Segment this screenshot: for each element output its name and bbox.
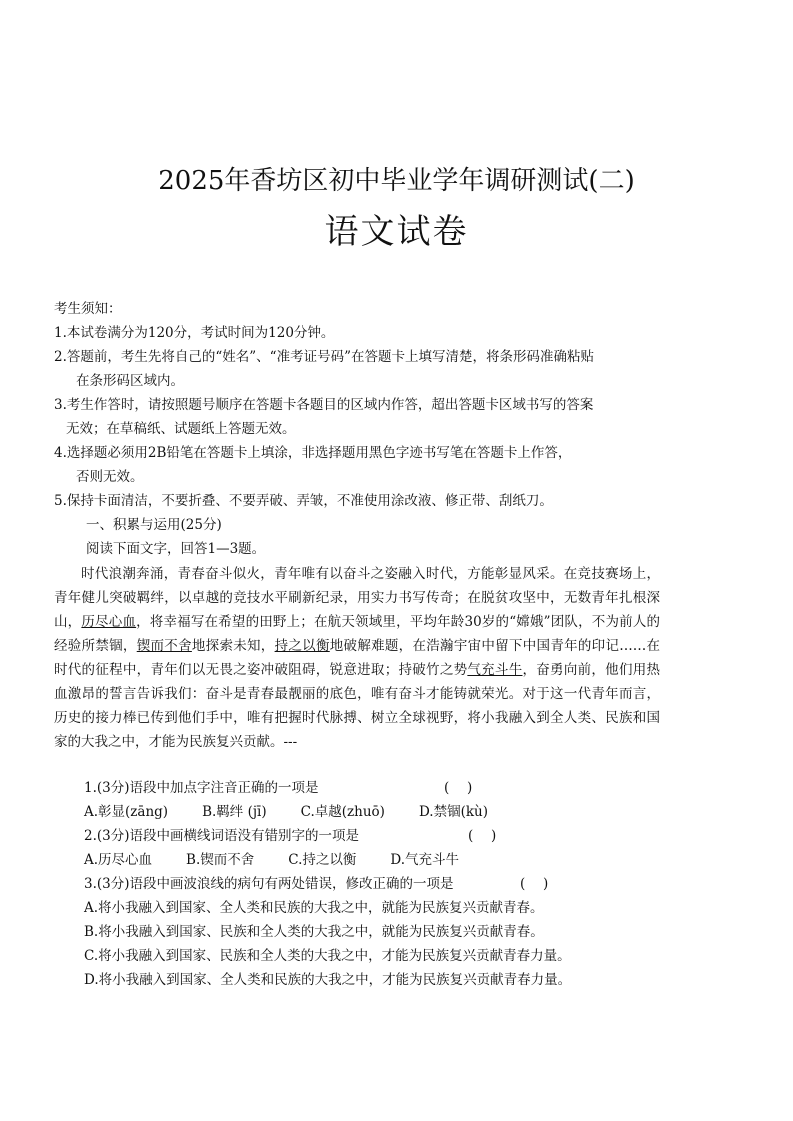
section-title: 一、积累与运用(25分) [86,517,222,533]
underlined-word-2: 锲而不舍 [136,638,192,654]
option-a: A.将小我融入到国家、全人类和民族的大我之中，就能为民族复兴贡献青春。 [84,900,544,916]
option-b: B.将小我融入到国家、民族和全人类的大我之中，就能为民族复兴贡献青春。 [84,924,544,940]
notice-item: 在条形码区域内。 [76,373,184,389]
notice-heading: 考生须知： [54,301,122,317]
notice-block [54,297,664,561]
notice-item: 3.考生作答时，请按照题号顺序在答题卡各题目的区域内作答，超出答题卡区域书写的答案 [54,397,594,413]
question-stem [84,824,664,848]
answer-paren: ( ) [520,876,549,892]
notice-item: 4.选择题必须用2B铅笔在答题卡上填涂，非选择题用黑色字迹书写笔在答题卡上作答， [54,445,572,461]
question-3-stem: 3.(3分)语段中画波浪线的病句有两处错误，修改正确的一项是 [84,876,454,892]
question-stem [84,776,664,800]
option-c: C.持之以衡 [288,852,357,868]
answer-paren: ( ) [444,780,473,796]
notice-item: 否则无效。 [76,469,144,485]
question-1-stem: 1.(3分)语段中加点字注音正确的一项是 [84,780,319,796]
passage-text: ，将幸福写在希望的田野上；在航天领域里，平均年龄30岁的“嫦娥”团队，不为前人的经验所禁锢， [54,614,661,654]
question-options [84,800,664,824]
passage-text: ，奋勇向前，他们用热血激昂的誓言告诉我们：奋斗是青春最靓丽的底色，唯有奋斗才能铸就荣光。对于这一代青年而言，历史的接力棒已传到他们手中，唯有把握时代脉搏、树立全球视野，将小我融入到全人类、民族和国家的大我之中，才能为民族复兴贡献。--- [54,662,661,750]
option-c: C.将小我融入到国家、民族和全人类的大我之中，才能为民族复兴贡献青春力量。 [84,948,571,964]
passage-text: 地破解难题，在浩瀚宇宙中留下中国青年的印记……在时代的征程中，青年们以无畏之姿冲破阻碍，锐意进取；持破竹之势 [54,638,661,678]
notice-item: 2.答题前，考生先将自己的“姓名”、“准考证号码”在答题卡上填写清楚，将条形码准确粘贴 [54,349,594,365]
option-c: C.卓越(zhuō) [300,804,385,820]
question-options [84,848,664,872]
underlined-word-4: 气充斗牛 [467,662,523,678]
option-b: B.锲而不舍 [186,852,255,868]
notice-item: 无效；在草稿纸、试题纸上答题无效。 [66,421,296,437]
option-d: D.将小我融入到国家、全人类和民族的大我之中，才能为民族复兴贡献青春力量。 [84,972,572,988]
exam-title: 2025年香坊区初中毕业学年调研测试(二) [158,166,635,196]
answer-paren: ( ) [468,828,497,844]
notice-item: 5.保持卡面清洁，不要折叠、不要弄破、弄皱，不准使用涂改液、修正带、刮纸刀。 [54,493,553,509]
reading-passage [54,562,660,754]
underlined-word-1: 历尽心血 [81,614,137,630]
passage-text: 地探索未知， [191,638,275,654]
underlined-word-3: 持之以衡 [274,638,330,654]
passage-text: 时代浪潮奔涌，青春奋斗似火，青年唯有以奋斗之姿融入时代，方能彰显风采。在竞技赛场上，青年健儿突破羁绊，以卓越的竞技水平刷新纪录，用实力书写传奇；在脱贫攻坚中，无数青年扎根深山， [54,566,660,630]
section-instruction: 阅读下面文字，回答1—3题。 [86,541,266,557]
notice-item: 1.本试卷满分为120分，考试时间为120分钟。 [54,325,335,341]
question-2-stem: 2.(3分)语段中画横线词语没有错别字的一项是 [84,828,360,844]
option-a: A.彰显(zāng) [84,804,169,820]
option-d: D.气充斗牛 [390,852,460,868]
question-stem [84,872,664,896]
option-a: A.历尽心血 [84,852,153,868]
question-list [84,776,664,992]
subject-title: 语文试卷 [324,212,469,252]
option-d: D.禁锢(kù) [418,804,488,820]
passage-paragraph [54,562,660,754]
option-b: B.羁绊 (jī) [202,804,267,820]
